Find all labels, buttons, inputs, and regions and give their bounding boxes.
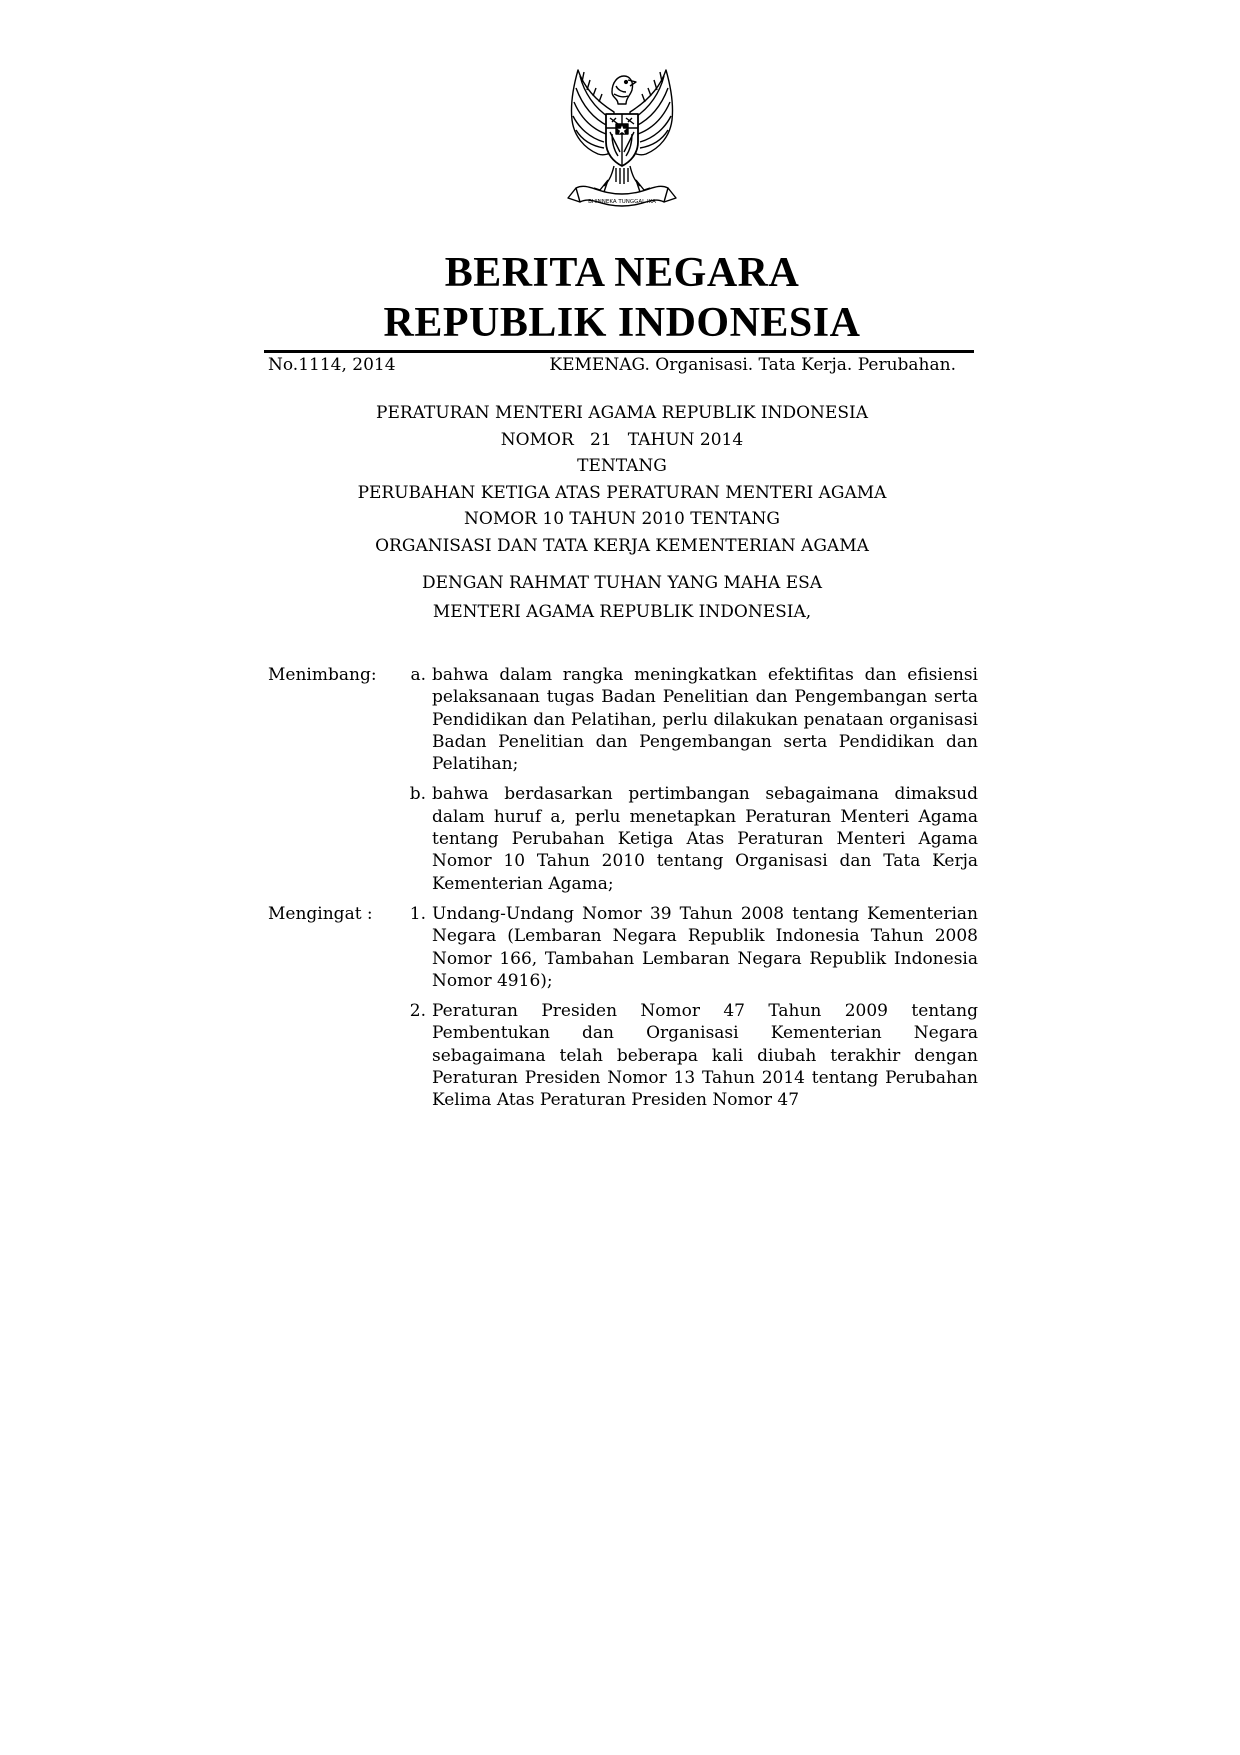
masthead-divider (264, 350, 974, 353)
gazette-title-line-2: REPUBLIK INDONESIA (383, 300, 861, 346)
svg-text:BHINNEKA TUNGGAL IKA: BHINNEKA TUNGGAL IKA (588, 199, 656, 205)
item-marker: b. (409, 784, 426, 805)
label-spacer (268, 1000, 396, 1111)
regulation-title-line: ORGANISASI DAN TATA KERJA KEMENTERIAN AGAMA (375, 535, 869, 556)
mengingat-item (268, 1000, 978, 1111)
regulation-title-line: PERATURAN MENTERI AGAMA REPUBLIK INDONESIA (376, 403, 868, 423)
mengingat-item (268, 903, 978, 992)
regulation-title-line: NOMOR 21 TAHUN 2014 (500, 429, 744, 450)
item-marker: a. (410, 665, 426, 685)
invocation-line: DENGAN RAHMAT TUHAN YANG MAHA ESA (421, 573, 823, 593)
section-label-mengingat: Mengingat : (268, 903, 373, 924)
gazette-topic: KEMENAG. Organisasi. Tata Kerja. Perubahan. (549, 355, 956, 375)
item-text: bahwa dalam rangka meningkatkan efektifitas dan efisiensi pelaksanaan tugas Badan Penelitian dan Pengembangan serta Pendidikan dan Pelatihan, perlu dilakukan penataan organisasi Badan Penelitian dan Pengembangan serta Pendidikan dan Pelatihan; (432, 665, 978, 775)
item-text: Undang-Undang Nomor 39 Tahun 2008 tentang Kementerian Negara (Lembaran Negara Republik Indonesia Tahun 2008 Nomor 166, Tambahan Lembaran Negara Republik Indonesia Nomor 4916); (432, 903, 978, 991)
regulation-title-line: PERUBAHAN KETIGA ATAS PERATURAN MENTERI AGAMA (357, 482, 887, 503)
label-spacer (268, 783, 396, 894)
spacer (264, 559, 980, 569)
gazette-title-line-1: BERITA NEGARA (444, 250, 800, 296)
considerations-section (268, 664, 978, 1120)
item-marker: 1. (409, 903, 426, 924)
regulation-title-block (264, 400, 980, 627)
gazette-number: No.1114, 2014 (268, 355, 396, 375)
garuda-pancasila-emblem-icon (554, 62, 690, 212)
regulation-title-line: TENTANG (577, 456, 667, 476)
menimbang-item (268, 783, 978, 894)
item-text: Peraturan Presiden Nomor 47 Tahun 2009 tentang Pembentukan dan Organisasi Kementerian Negara sebagaimana telah beberapa kali diubah terakhir dengan Peraturan Presiden Nomor 13 Tahun 2014 tentang Perubahan Kelima Atas Peraturan Presiden Nomor 47 (432, 1001, 978, 1111)
item-marker: 2. (409, 1001, 426, 1022)
section-label-menimbang: Menimbang: (268, 665, 377, 685)
minister-line: MENTERI AGAMA REPUBLIK INDONESIA, (432, 602, 812, 622)
regulation-title-line: NOMOR 10 TAHUN 2010 TENTANG (464, 509, 780, 529)
item-text: bahwa berdasarkan pertimbangan sebagaimana dimaksud dalam huruf a, perlu menetapkan Peraturan Menteri Agama tentang Perubahan Ketiga Atas Peraturan Menteri Agama Nomor 10 Tahun 2010 tentang Organisasi dan Tata Kerja Kementerian Agama; (432, 784, 978, 894)
menimbang-item (268, 664, 978, 775)
